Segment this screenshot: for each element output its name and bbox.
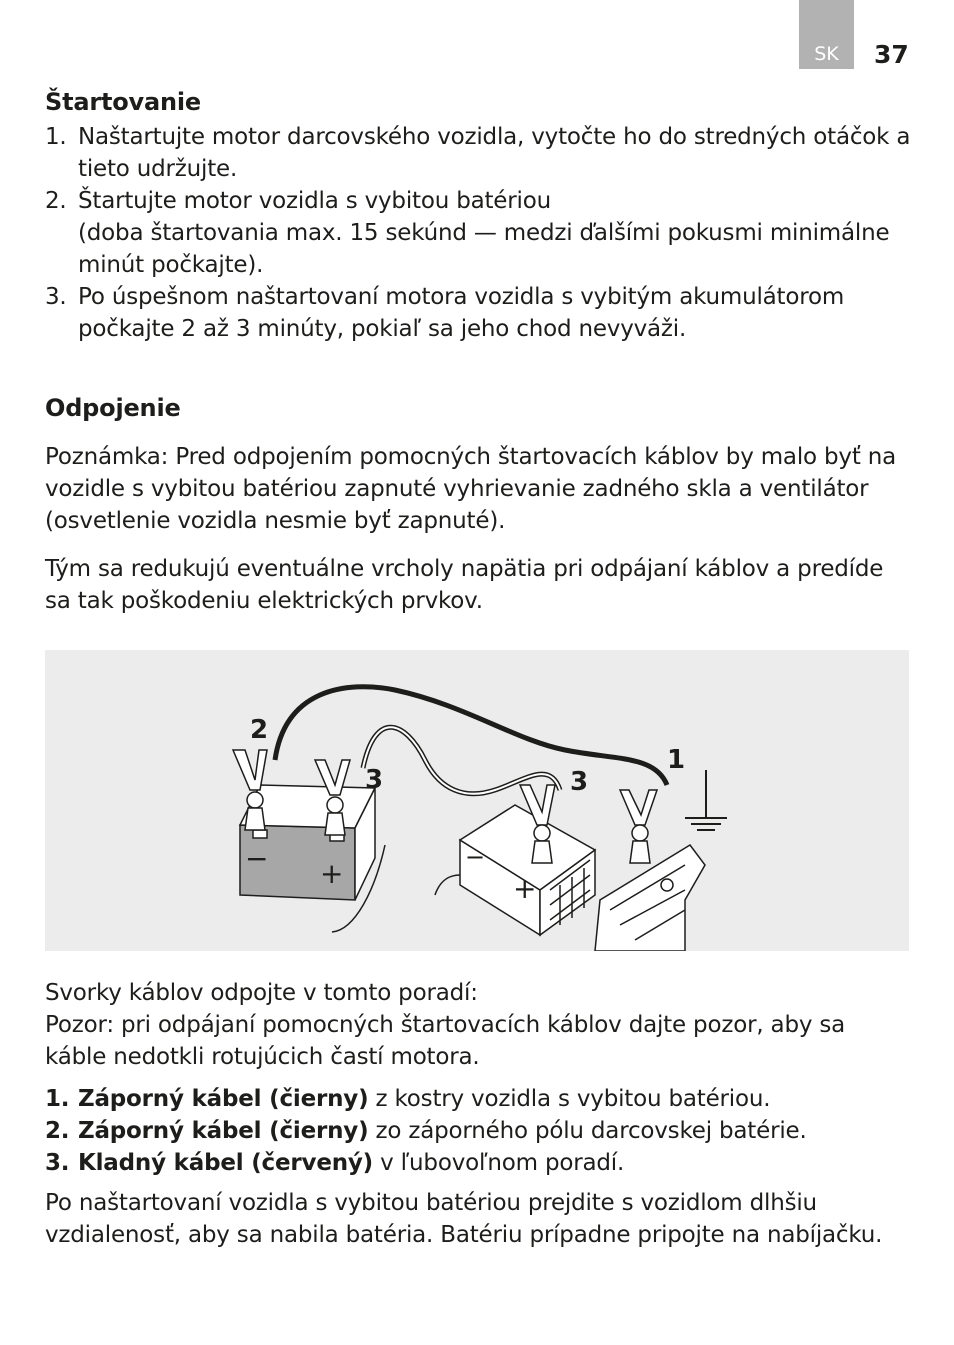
plus-sign-right: + (513, 872, 537, 905)
item-text: zo záporného pólu darcovskej batérie. (368, 1118, 807, 1144)
black-cable (275, 687, 667, 785)
clamp-1 (620, 790, 657, 863)
label-1: 1 (667, 745, 686, 775)
list-item (45, 1147, 911, 1179)
item-number: 3. (45, 284, 67, 310)
minus-sign-left: − (245, 842, 269, 875)
list-item (45, 121, 911, 185)
list-item (45, 185, 911, 281)
reduce-paragraph: Tým sa redukujú eventuálne vrcholy napätia pri odpájaní káblov a predíde sa tak poškodeniu elektrických prvkov. (45, 556, 884, 614)
disconnect-order-section (45, 977, 911, 1251)
label-3-left: 3 (365, 765, 384, 795)
main-content (45, 83, 911, 617)
plus-sign-left: + (320, 857, 344, 890)
order-intro: Svorky káblov odpojte v tomto poradí: (45, 980, 478, 1006)
item-bold-text: Záporný kábel (čierny) (78, 1086, 369, 1112)
jump-start-illustration (45, 650, 909, 951)
final-paragraph: Po naštartovaní vozidla s vybitou batériou prejdite s vozidlom dlhšiu vzdialenosť, aby sa nabila batéria. Batériu prípadne pripojte na nabíjačku. (45, 1190, 883, 1248)
page-number: 37 (874, 40, 909, 69)
note-paragraph: Poznámka: Pred odpojením pomocných štartovacích káblov by malo byť na vozidle s vybitou batériou zapnuté vyhrievanie zadného skla a ventilátor (osvetlenie vozidla nesmie byť zapnuté). (45, 444, 897, 534)
list-item (45, 281, 911, 345)
list-item (45, 1115, 911, 1147)
item-number: 2. (45, 188, 67, 214)
item-bold-text: Kladný kábel (červený) (78, 1150, 373, 1176)
item-text: Štartujte motor vozidla s vybitou batériou (78, 188, 551, 214)
item-number: 1. (45, 124, 67, 150)
section-title-disconnect: Odpojenie (45, 394, 181, 422)
section-title-start: Štartovanie (45, 88, 201, 116)
label-2: 2 (250, 715, 269, 745)
item-text: Naštartujte motor darcovského vozidla, vytočte ho do stredných otáčok a tieto udržujte. (78, 124, 911, 182)
language-code: SK (814, 43, 839, 65)
item-text: Po úspešnom naštartovaní motora vozidla s vybitým akumulátorom počkajte 2 až 3 minúty, pokiaľ sa jeho chod nevyváži. (78, 284, 845, 342)
battery-cables-drawing (45, 650, 909, 951)
list-item (45, 1083, 911, 1115)
item-number: 1. (45, 1086, 70, 1112)
item-number: 3. (45, 1150, 70, 1176)
language-tab (799, 0, 854, 69)
item-bold-text: Záporný kábel (čierny) (78, 1118, 369, 1144)
item-number: 2. (45, 1118, 70, 1144)
ground-symbol-icon (685, 770, 727, 830)
order-warning: Pozor: pri odpájaní pomocných štartovacích káblov dajte pozor, aby sa káble nedotkli rotujúcich častí motora. (45, 1012, 846, 1070)
item-text: z kostry vozidla s vybitou batériou. (368, 1086, 771, 1112)
minus-sign-right: − (465, 843, 486, 871)
label-3-right: 3 (570, 767, 589, 797)
disconnect-steps-list (45, 1083, 911, 1179)
discharged-battery (435, 805, 595, 935)
start-steps-list (45, 121, 911, 345)
item-text: v ľubovoľnom poradí. (373, 1150, 625, 1176)
item-text-continued: (doba štartovania max. 15 sekúnd — medzi ďalšími pokusmi minimálne minút počkajte). (78, 220, 890, 278)
